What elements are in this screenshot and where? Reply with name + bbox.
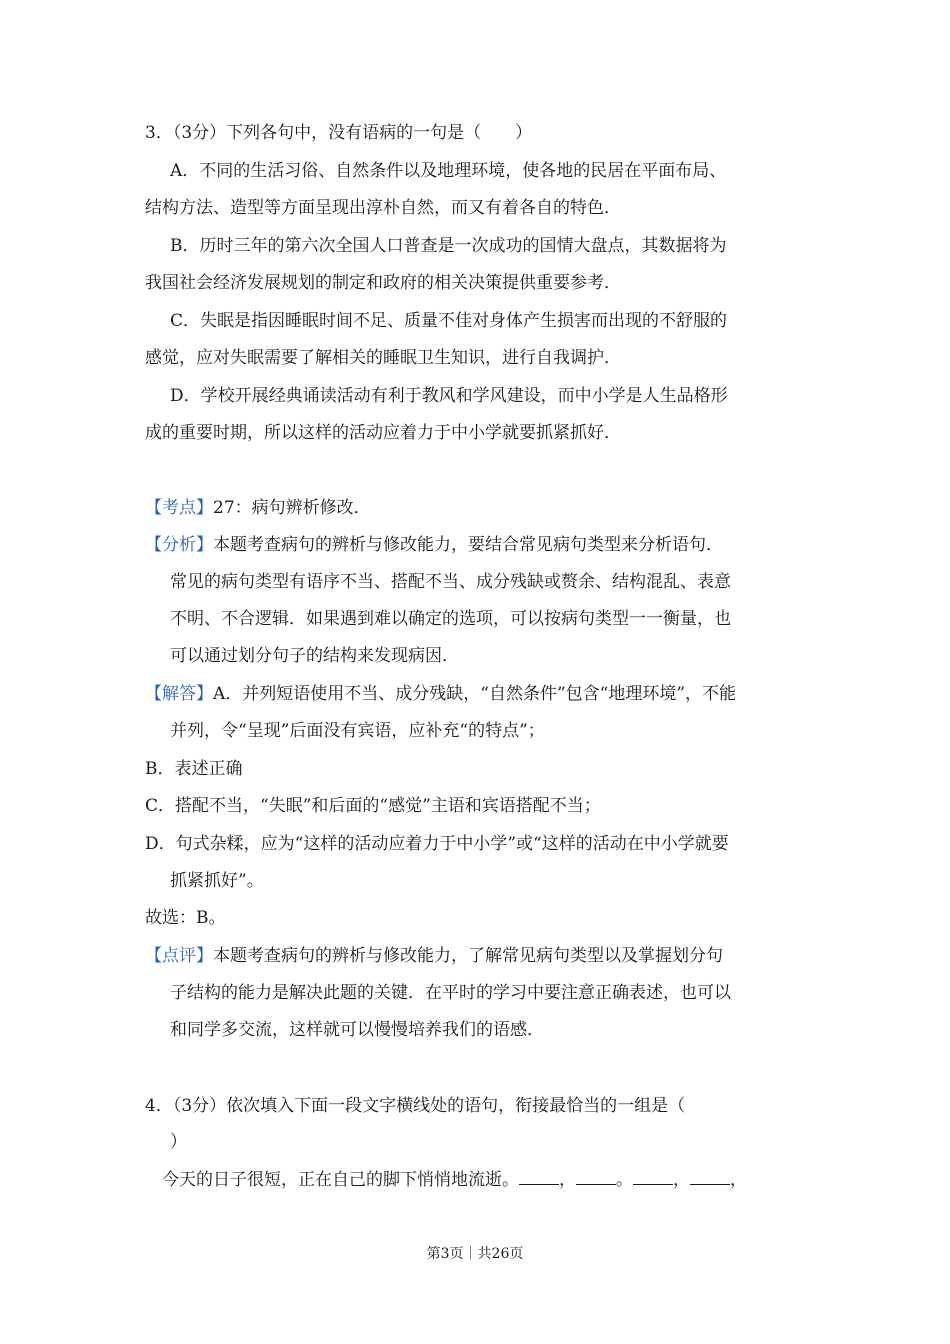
page-footer: 第3页｜共26页 — [426, 1246, 524, 1262]
fill-blank-3[interactable] — [633, 1168, 673, 1185]
q3-option-b-line1: B．历时三年的第六次全国人口普查是一次成功的国情大盘点，其数据将为 — [170, 236, 727, 256]
jieda-text-1: A．并列短语使用不当、成分残缺，“自然条件”包含“地理环境”，不能 — [213, 684, 737, 704]
kaodian-line — [145, 496, 371, 520]
q4-passage: 今天的日子很短，正在自己的脚下悄悄地流逝。 ， 。 ， ， — [162, 1170, 747, 1190]
kaodian-text: 27：病句辨析修改． — [213, 498, 371, 518]
dianping-text-1: 本题考查病句的辨析与修改能力，了解常见病句类型以及掌握划分句 — [213, 946, 723, 966]
jieda-answer: 故选：B。 — [145, 908, 226, 928]
jieda-c: C．搭配不当，“失眠”和后面的“感觉”主语和宾语搭配不当； — [145, 796, 601, 816]
jieda-line1 — [145, 682, 736, 706]
q3-option-a-line2: 结构方法、造型等方面呈现出淳朴自然，而又有着各自的特色． — [145, 198, 621, 218]
q3-option-b-line2: 我国社会经济发展规划的制定和政府的相关决策提供重要参考． — [145, 273, 621, 293]
q4-stem-line2: ） — [170, 1132, 187, 1152]
kaodian-tag: 【考点】 — [145, 498, 213, 518]
dianping-line2: 子结构的能力是解决此题的关键．在平时的学习中要注意正确表述，也可以 — [170, 983, 731, 1003]
dianping-line1 — [145, 944, 723, 968]
fenxi-line2: 常见的病句类型有语序不当、搭配不当、成分残缺或赘余、结构混乱、表意 — [170, 572, 731, 592]
q3-option-d-line1: D．学校开展经典诵读活动有利于教风和学风建设，而中小学是人生品格形 — [170, 386, 728, 406]
jieda-line2: 并列，令“呈现”后面没有宾语，应补充“的特点”； — [170, 721, 545, 741]
jieda-d-line2: 抓紧抓好”。 — [170, 871, 264, 891]
dianping-line3: 和同学多交流，这样就可以慢慢培养我们的语感． — [170, 1020, 544, 1040]
fill-blank-1[interactable] — [519, 1168, 559, 1185]
fenxi-text-1: 本题考查病句的辨析与修改能力，要结合常见病句类型来分析语句． — [213, 535, 723, 555]
jieda-d-line1: D．句式杂糅，应为“这样的活动应着力于中小学”或“这样的活动在中小学就要 — [145, 834, 729, 854]
dianping-tag: 【点评】 — [145, 946, 213, 966]
q3-option-d-line2: 成的重要时期，所以这样的活动应着力于中小学就要抓紧抓好． — [145, 423, 621, 443]
q3-option-a-line1: A．不同的生活习俗、自然条件以及地理环境，使各地的民居在平面布局、 — [170, 161, 727, 181]
q4-stem-line1: 4．（3分）依次填入下面一段文字横线处的语句，衔接最恰当的一组是（ — [145, 1096, 686, 1116]
q3-option-c-line2: 感觉，应对失眠需要了解相关的睡眠卫生知识，进行自我调护． — [145, 348, 621, 368]
fenxi-line4: 可以通过划分句子的结构来发现病因． — [170, 646, 459, 666]
q3-option-c-line1: C．失眠是指因睡眠时间不足、质量不佳对身体产生损害而出现的不舒服的 — [170, 311, 728, 331]
fill-blank-2[interactable] — [576, 1168, 616, 1185]
q3-stem: 3．（3分）下列各句中，没有语病的一句是（ ） — [145, 123, 533, 143]
jieda-b: B．表述正确 — [145, 759, 243, 779]
jieda-tag: 【解答】 — [145, 684, 213, 704]
fenxi-line1 — [145, 533, 723, 557]
q4-passage-text: 今天的日子很短，正在自己的脚下悄悄地流逝。 — [162, 1170, 519, 1190]
fenxi-line3: 不明、不合逻辑．如果遇到难以确定的选项，可以按病句类型一一衡量，也 — [170, 609, 731, 629]
fenxi-tag: 【分析】 — [145, 535, 213, 555]
fill-blank-4[interactable] — [690, 1168, 730, 1185]
